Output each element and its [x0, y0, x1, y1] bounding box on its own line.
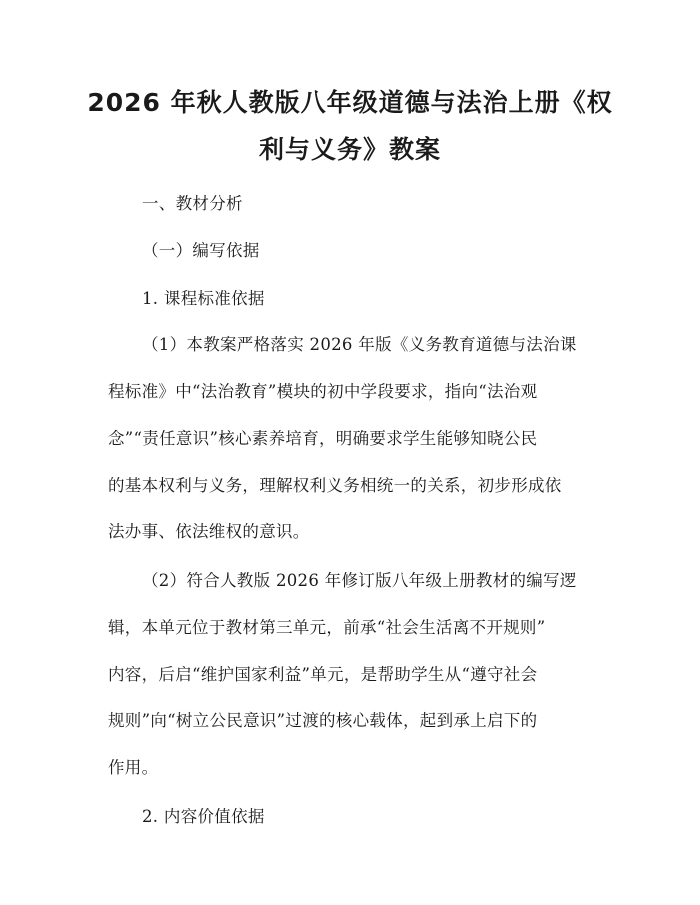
paragraph-line: 法办事、依法维权的意识。 [108, 522, 310, 541]
paragraph-line: 作用。 [108, 758, 159, 777]
paragraph-line: 规则”向“树立公民意识”过渡的核心载体，起到承上启下的 [108, 711, 538, 730]
document-title-line-1: 2026 年秋人教版八年级道德与法治上册《权 [87, 88, 613, 117]
paragraph-line: 辑，本单元位于教材第三单元，前承“社会生活离不开规则” [108, 618, 546, 637]
paragraph-line: 内容，后启“维护国家利益”单元，是帮助学生从“遵守社会 [108, 665, 538, 684]
paragraph-line: 的基本权利与义务，理解权利义务相统一的关系，初步形成依 [108, 476, 562, 495]
paragraph-line: （1）本教案严格落实 2026 年版《义务教育道德与法治课 [142, 335, 577, 354]
item-heading-curriculum-basis: 1. 课程标准依据 [142, 289, 265, 308]
item-heading-content-value: 2. 内容价值依据 [142, 807, 265, 826]
paragraph-line: 念”“责任意识”核心素养培育，明确要求学生能够知晓公民 [108, 429, 538, 448]
paragraph-line: （2）符合人教版 2026 年修订版八年级上册教材的编写逻 [142, 571, 577, 590]
section-heading-textbook-analysis: 一、教材分析 [142, 194, 243, 213]
paragraph-line: 程标准》中“法治教育”模块的初中学段要求，指向“法治观 [108, 382, 538, 401]
document-title-line-2: 利与义务》教案 [258, 135, 441, 164]
subsection-heading-basis: （一）编写依据 [142, 241, 260, 260]
